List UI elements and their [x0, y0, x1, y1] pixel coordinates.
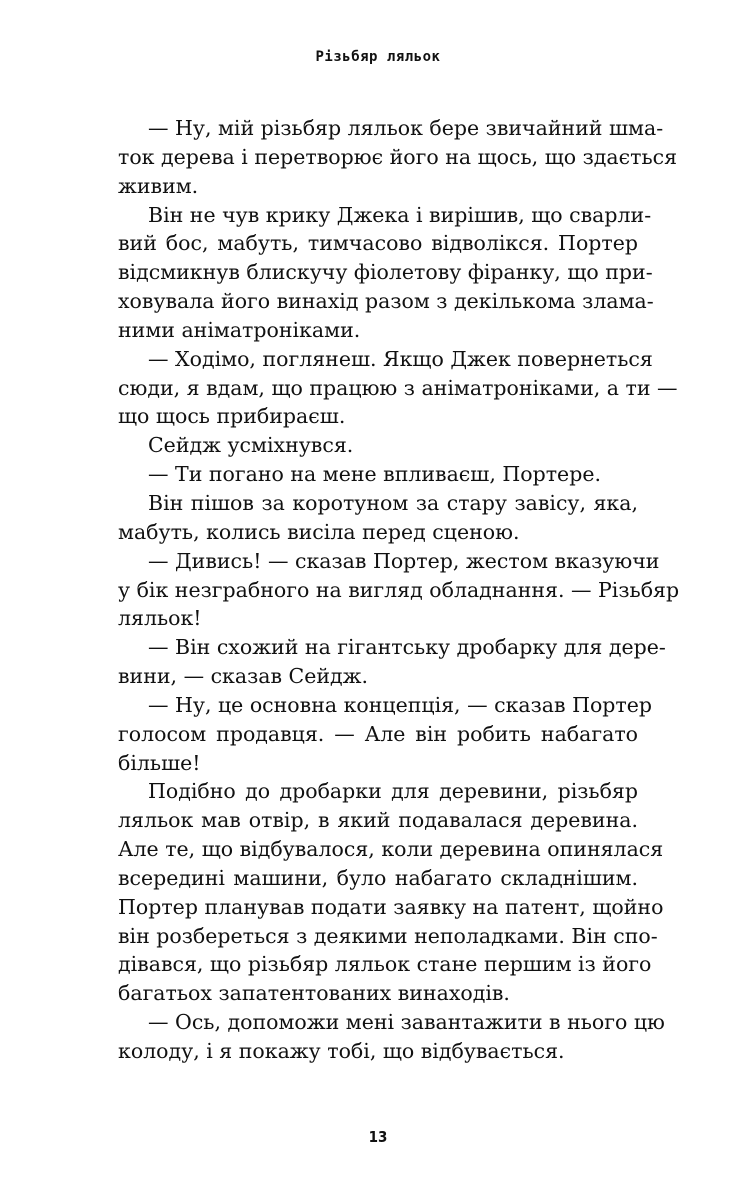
text-line: що щось прибираєш.	[118, 404, 346, 429]
text-line: всередині машини, було набагато складнішим.	[118, 865, 638, 890]
text-line: ховувала його винахід разом з декількома злама-	[118, 289, 654, 314]
text-line: — Він схожий на гігантську дробарку для дере-	[148, 635, 666, 660]
text-line: — Ось, допоможи мені завантажити в нього цю	[148, 1010, 665, 1035]
text-line: у бік незграбного на вигляд обладнання. — Різьбяр	[118, 577, 680, 602]
text-line: ними аніматроніками.	[118, 317, 361, 342]
text-line: Він не чув крику Джека і вирішив, що сварли-	[148, 202, 652, 227]
text-line: мабуть, колись висіла перед сценою.	[118, 519, 520, 544]
body-text	[118, 114, 680, 1066]
text-line: Він пішов за коротуном за стару завісу, яка,	[148, 490, 638, 515]
running-head: Різьбяр ляльок	[315, 49, 441, 65]
text-line: він розбереться з деякими неполадками. Він спо-	[118, 923, 658, 948]
text-line: Сейдж усміхнувся.	[148, 433, 354, 458]
text-line: вий бос, мабуть, тимчасово відволікся. Портер	[118, 231, 638, 256]
text-line: ток дерева і перетворює його на щось, що здається	[118, 144, 678, 169]
text-line: — Дивись! — сказав Портер, жестом вказуючи	[148, 548, 660, 573]
text-line: голосом продавця. — Але він робить набагато	[118, 721, 638, 746]
text-line: Подібно до дробарки для деревини, різьбяр	[148, 779, 638, 804]
text-line: ляльок мав отвір, в який подавалася деревина.	[118, 808, 638, 833]
text-line: Портер планував подати заявку на патент, щойно	[118, 894, 664, 919]
text-line: живим.	[118, 173, 199, 198]
text-line: багатьох запатентованих винаходів.	[118, 981, 510, 1006]
text-line: ляльок!	[118, 606, 202, 631]
page-number: 13	[368, 1128, 388, 1146]
text-line: — Ти погано на мене впливаєш, Портере.	[148, 462, 601, 487]
text-line: вини, — сказав Сейдж.	[118, 664, 369, 689]
text-line: — Ну, це основна концепція, — сказав Портер	[148, 692, 653, 717]
text-line: колоду, і я покажу тобі, що відбувається.	[118, 1039, 565, 1063]
text-line: Але те, що відбувалося, коли деревина опинялася	[118, 837, 664, 862]
text-line: — Ну, мій різьбяр ляльок бере звичайний шма-	[148, 116, 664, 140]
text-line: сюди, я вдам, що працюю з аніматроніками, а ти —	[118, 375, 678, 400]
text-line: відсмикнув блискучу фіолетову фіранку, що при-	[118, 260, 653, 285]
text-line: дівався, що різьбяр ляльок стане першим із його	[118, 952, 652, 977]
text-line: більше!	[118, 750, 201, 775]
text-line: — Ходімо, поглянеш. Якщо Джек повернеться	[148, 346, 653, 371]
